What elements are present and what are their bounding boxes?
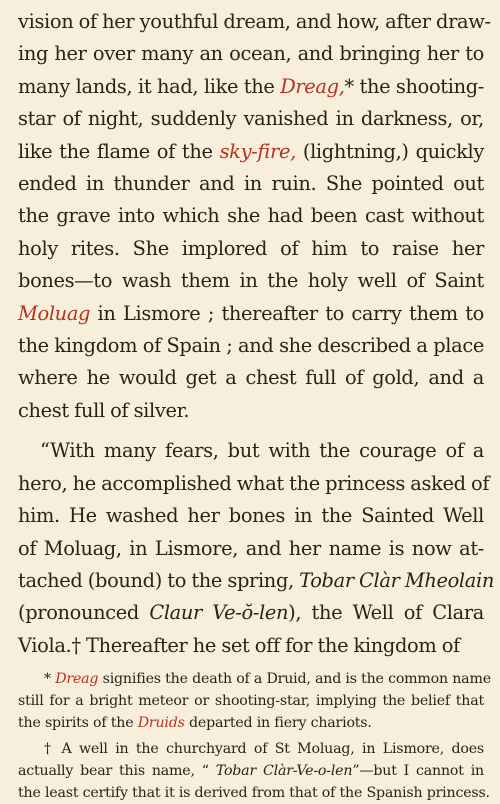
footnote — [18, 668, 491, 734]
text-line: † A well in the churchyard of St Moluag, in Lismore, does — [44, 741, 484, 758]
italic-term: Claur Ve-ŏ-len — [149, 601, 289, 625]
text-line: (pronounced Claur Ve-ŏ-len), the Well of Clara — [18, 601, 484, 625]
text-line: “With many fears, but with the courage of a — [40, 439, 484, 463]
rubric-term: Dreag, — [280, 74, 345, 98]
body-text — [18, 6, 494, 662]
text-line: like the flame of the sky-fire, (lightning,) quickly — [18, 139, 485, 163]
text-line: star of night, suddenly vanished in darkness, or, — [18, 107, 484, 131]
rubric-term: sky-fire, — [219, 139, 296, 163]
italic-term: Tobar Clàr-Ve-o-len — [215, 763, 353, 780]
text-line: the grave into which she had been cast without — [18, 204, 484, 228]
paragraph — [18, 435, 494, 662]
text-line: him. He washed her bones in the Sainted Well — [18, 504, 484, 528]
text-line: bones—to wash them in the holy well of Saint — [18, 269, 484, 293]
text-line: actually bear this name, “ Tobar Clàr-Ve-o-len”—but I cannot in — [18, 763, 484, 780]
rubric-term: Moluag — [18, 301, 91, 325]
paragraph — [18, 6, 491, 427]
text-line: the kingdom of Spain ; and she described a place — [18, 334, 484, 358]
text-line: hero, he accomplished what the princess asked of — [18, 471, 490, 495]
rubric-term: Druids — [137, 715, 185, 732]
text-line: ing her over many an ocean, and bringing her to — [18, 42, 484, 66]
rubric-term: Dreag — [55, 671, 99, 688]
text-line: vision of her youthful dream, and how, after draw- — [18, 10, 491, 33]
italic-term: Tobar Clàr Mheolain — [299, 568, 494, 592]
text-line: where he would get a chest full of gold, and a — [18, 366, 484, 390]
text-line: the spirits of the Druids departed in fiery chariots. — [18, 715, 372, 732]
text-line: Moluag in Lismore ; thereafter to carry them to — [18, 301, 484, 325]
text-line: tached (bound) to the spring, Tobar Clàr Mheolain — [18, 568, 494, 592]
text-line: of Moluag, in Lismore, and her name is now at- — [18, 536, 484, 560]
footnote — [18, 738, 490, 804]
footnotes — [18, 668, 491, 804]
text-line: ended in thunder and in ruin. She pointed out — [18, 172, 484, 196]
text-line: many lands, it had, like the Dreag,* the shooting- — [18, 74, 485, 98]
text-line: chest full of silver. — [18, 398, 190, 422]
text-line: still for a bright meteor or shooting-star, implying the belief that — [18, 693, 484, 710]
text-line: the least certify that it is derived from that of the Spanish princess. — [18, 785, 490, 802]
text-line: holy rites. She implored of him to raise her — [18, 236, 484, 260]
text-line: * Dreag signifies the death of a Druid, and is the common name — [44, 671, 491, 688]
text-line: Viola.† Thereafter he set off for the kingdom of — [18, 633, 460, 657]
